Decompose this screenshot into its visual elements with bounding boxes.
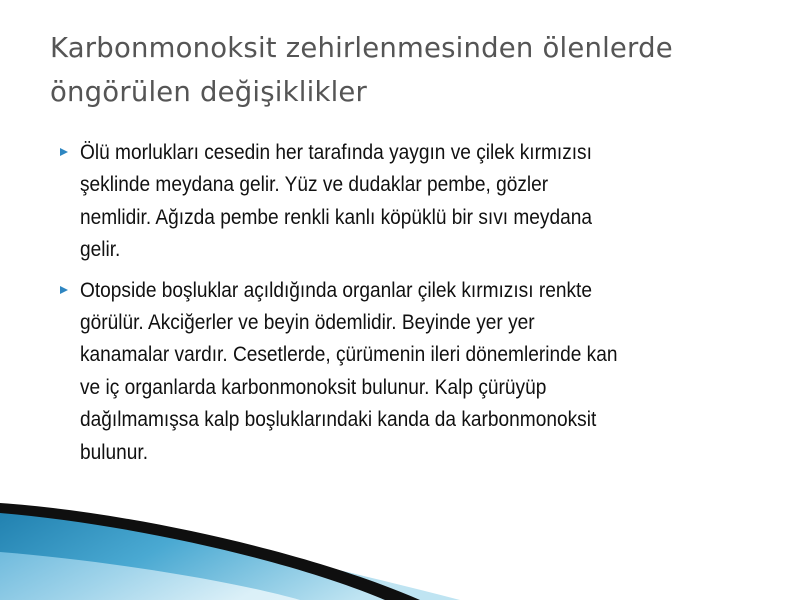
triangle-bullet-icon: [60, 148, 68, 156]
bullet-text-line: nemlidir. Ağızda pembe renkli kanlı köpüklü bir sıvı meydana: [80, 205, 592, 229]
slide-title-line: öngörülen değişiklikler: [50, 76, 368, 108]
bullet-text-line: Ölü morlukları cesedin her tarafında yaygın ve çilek kırmızısı: [80, 141, 592, 164]
slide-title-line: Karbonmonoksit zehirlenmesinden ölenlerde: [50, 32, 673, 64]
bullet-item: [58, 137, 763, 267]
swoosh-dark-band: [0, 503, 420, 600]
bullet-text-line: şeklinde meydana gelir. Yüz ve dudaklar pembe, gözler: [80, 173, 549, 197]
bullet-item: [58, 275, 763, 469]
bullet-text-line: görülür. Akciğerler ve beyin ödemlidir. Beyinde yer yer: [80, 311, 535, 335]
bullet-text-line: Otopside boşluklar açıldığında organlar çilek kırmızısı renkte: [80, 278, 592, 302]
swoosh-blue-band: [0, 505, 460, 600]
bullet-text-line: dağılmamışsa kalp boşluklarındaki kanda da karbonmonoksit: [80, 408, 597, 432]
bullet-text-line: gelir.: [80, 238, 121, 262]
triangle-bullet-icon: [60, 286, 68, 294]
bullet-text-line: ve iç organlarda karbonmonoksit bulunur. Kalp çürüyüp: [80, 375, 547, 399]
bullet-text-line: bulunur.: [80, 440, 149, 464]
swoosh-light-band: [0, 552, 300, 600]
bullet-list: [58, 137, 763, 477]
bullet-text-line: kanamalar vardır. Cesetlerde, çürümenin ileri dönemlerinde kan: [80, 343, 618, 367]
slide-title: [50, 26, 780, 114]
